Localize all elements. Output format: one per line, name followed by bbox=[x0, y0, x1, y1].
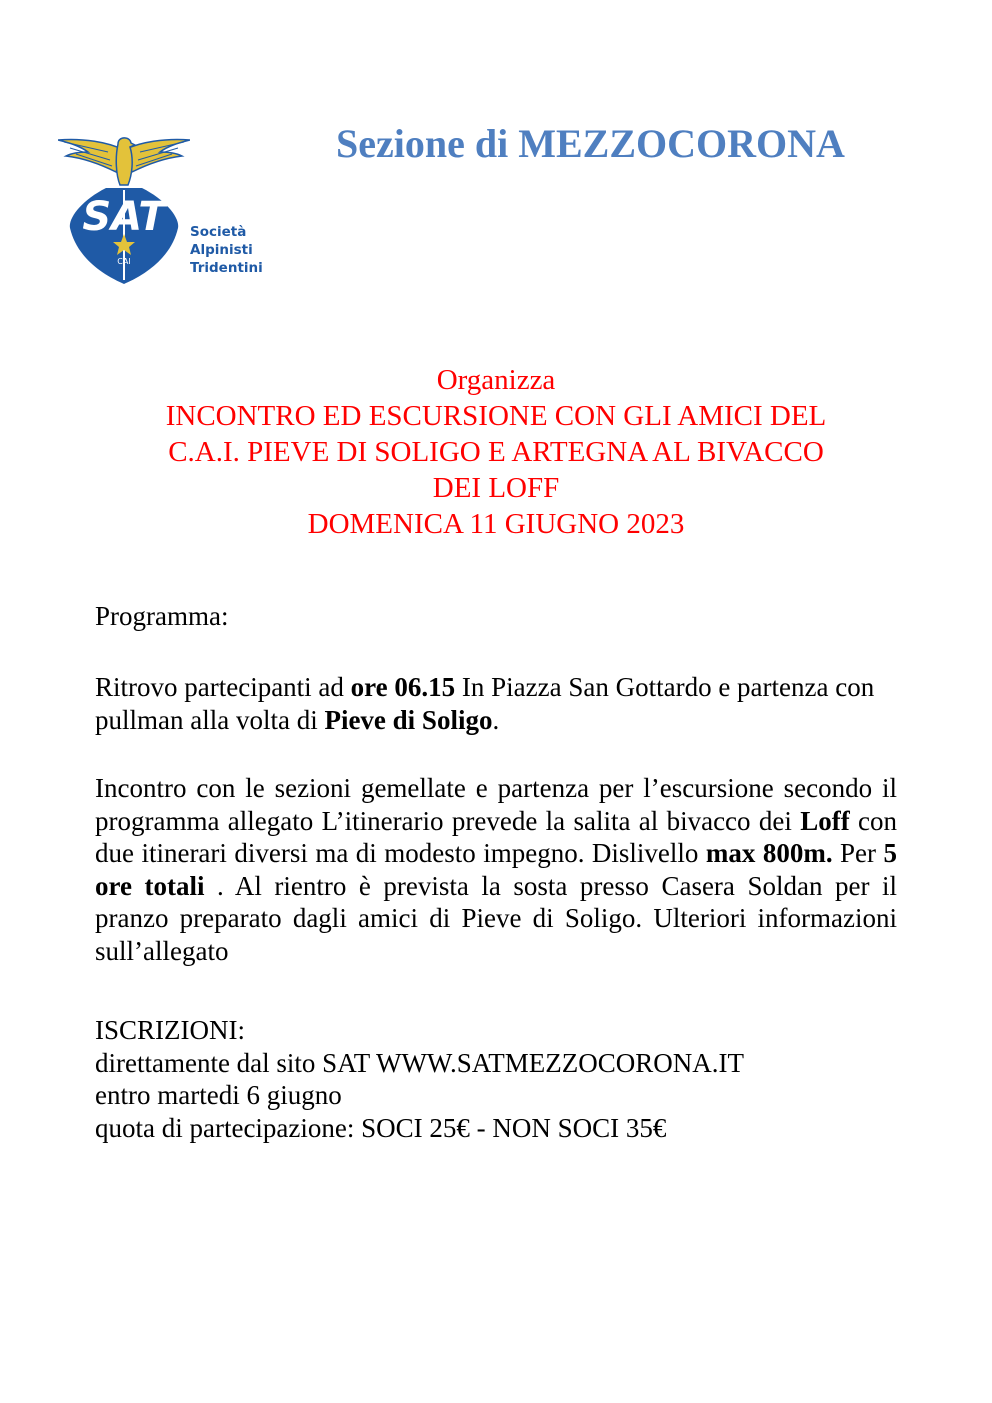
meeting-paragraph bbox=[95, 671, 897, 736]
registration-heading: ISCRIZIONI: bbox=[95, 1015, 245, 1045]
event-organizer-line: Organizza bbox=[436, 364, 556, 396]
meeting-text-2: In Piazza San Gottardo e partenza con pullman alla volta di bbox=[95, 672, 875, 735]
details-paragraph bbox=[95, 772, 897, 967]
details-text-1: Incontro con le sezioni gemellate e partenza per l’escursione secondo il programma allegato L’itinerario prevede la salita al bivacco dei bbox=[95, 773, 897, 836]
meeting-time: ore 06.15 bbox=[350, 672, 456, 702]
logo-name bbox=[190, 223, 263, 277]
registration-deadline: entro martedi 6 giugno bbox=[95, 1080, 342, 1110]
details-duration: 5 ore totali bbox=[95, 838, 898, 901]
event-title-line-3: DEI LOFF bbox=[432, 472, 560, 504]
event-title-line-1: INCONTRO ED ESCURSIONE CON GLI AMICI DEL bbox=[165, 400, 827, 432]
section-title: Sezione di MEZZOCORONA bbox=[336, 121, 845, 166]
meeting-destination: Pieve di Soligo bbox=[324, 704, 493, 735]
logo-letters-text: SAT bbox=[82, 194, 166, 240]
registration-block bbox=[95, 1014, 897, 1144]
logo-badge-text: CAI bbox=[117, 257, 131, 266]
logo-line-1: Società bbox=[190, 224, 247, 240]
sat-logo bbox=[58, 130, 278, 290]
event-announcement bbox=[90, 362, 902, 542]
program-heading: Programma: bbox=[95, 601, 229, 631]
event-title-line-2: C.A.I. PIEVE DI SOLIGO E ARTEGNA AL BIVACCO bbox=[168, 436, 824, 468]
registration-fee: quota di partecipazione: SOCI 25€ - NON SOCI 35€ bbox=[95, 1112, 667, 1143]
details-elevation: max 800m. bbox=[705, 838, 833, 868]
details-text-2: con due itinerari diversi ma di modesto impegno. Dislivello bbox=[95, 805, 898, 868]
details-bivouac: Loff bbox=[800, 805, 850, 836]
logo-line-2: Alpinisti bbox=[190, 242, 253, 258]
meeting-text-3: . bbox=[492, 704, 500, 735]
logo-letters bbox=[58, 130, 190, 290]
event-date: DOMENICA 11 GIUGNO 2023 bbox=[307, 508, 685, 540]
registration-website: direttamente dal sito SAT WWW.SATMEZZOCORONA.IT bbox=[95, 1047, 744, 1078]
details-text-3: Per bbox=[832, 838, 884, 868]
meeting-text-1: Ritrovo partecipanti ad bbox=[95, 672, 351, 702]
logo-line-3: Tridentini bbox=[190, 260, 263, 276]
program-heading-block bbox=[95, 600, 897, 633]
details-text-4: . Al rientro è prevista la sosta presso Casera Soldan per il pranzo preparato dagli amici di Pieve di Soligo. Ulteriori informazioni sull’allegato bbox=[95, 870, 897, 966]
